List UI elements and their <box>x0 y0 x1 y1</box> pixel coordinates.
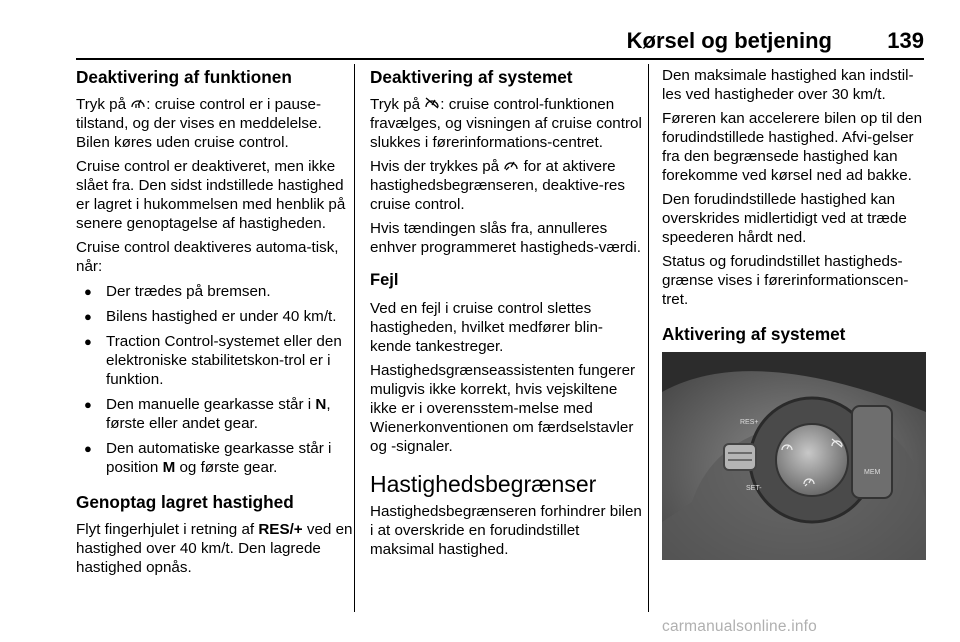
column-divider-1 <box>354 64 355 612</box>
paragraph: Tryk på : cruise control-funktionen fravælges, og visningen af cruise control slukkes i førerinformations-centret. <box>370 96 642 151</box>
list-item: ● Bilens hastighed er under 40 km/t. <box>76 307 354 326</box>
paragraph: Status og forudindstillet hastigheds-grænse vises i førerinformationscen-tret. <box>662 253 909 308</box>
heading-speed-limiter: Hastighedsbegrænser <box>370 471 597 497</box>
column-divider-2 <box>648 64 649 612</box>
bullet-list <box>76 282 354 477</box>
limiter-icon <box>503 157 519 176</box>
list-item: ● Den automatiske gearkasse står i position M og første gear. <box>76 439 354 477</box>
paragraph: Hvis tændingen slås fra, annulleres enhver programmeret hastigheds-værdi. <box>370 220 641 256</box>
list-item: ● Der trædes på bremsen. <box>76 282 354 301</box>
steering-wheel-controls-photo <box>662 352 926 560</box>
set-label: SET- <box>746 485 762 492</box>
cruise-off-icon <box>424 95 440 114</box>
heading-resume: Genoptag lagret hastighed <box>76 492 294 512</box>
header-rule <box>76 58 924 60</box>
paragraph: Tryk på : cruise control er i pause-tilstand, og der vises en meddelelse. Bilen køres uden cruise control. <box>76 96 322 151</box>
column-1 <box>76 66 354 582</box>
paragraph: Flyt fingerhjulet i retning af RES/+ ved en hastighed over 40 km/t. Den lagrede hastighed opnås. <box>76 521 353 576</box>
column-3 <box>662 66 926 560</box>
paragraph: Cruise control deaktiveres automa-tisk, når: <box>76 239 339 275</box>
heading-deactivate-system: Deaktivering af systemet <box>370 67 573 87</box>
page-header <box>76 28 924 58</box>
watermark: carmanualsonline.info <box>662 618 817 635</box>
list-item: ● Traction Control-systemet eller den elektroniske stabilitetskon-trol er i funktion. <box>76 332 354 389</box>
paragraph: Hvis der trykkes på for at aktivere hastighedsbegrænseren, deaktive-res cruise control. <box>370 158 625 213</box>
paragraph: Den maksimale hastighed kan indstil-les ved hastigheder over 30 km/t. <box>662 67 914 103</box>
cruise-pause-icon <box>130 95 146 114</box>
paragraph: Føreren kan accelerere bilen op til den forudindstillede hastighed. Afvi-gelser fra den begrænsede hastighed kan forekomme ved kørsel ned ad bakke. <box>662 110 923 184</box>
paragraph: Hastighedsbegrænseren forhindrer bilen i at overskride en forudindstillet maksimal hastighed. <box>370 503 642 558</box>
list-item: ● Den manuelle gearkasse står i N, første eller andet gear. <box>76 395 354 433</box>
heading-error: Fejl <box>370 271 399 289</box>
paragraph: Cruise control er deaktiveret, men ikke slået fra. Den sidst indstillede hastighed er lagret i hukommelsen med henblik på senere genoptagelse af hastigheden. <box>76 158 346 232</box>
heading-activate-system: Aktivering af systemet <box>662 324 846 344</box>
column-2 <box>370 66 642 564</box>
page-number: 139 <box>887 28 924 53</box>
mem-label: MEM <box>864 469 881 476</box>
paragraph: Den forudindstillede hastighed kan overskrides midlertidigt ved at træde speederen hårdt ned. <box>662 191 907 246</box>
heading-deactivate-function: Deaktivering af funktionen <box>76 67 292 87</box>
chapter-title: Kørsel og betjening <box>626 28 832 53</box>
paragraph: Ved en fejl i cruise control slettes hastigheden, hvilket medfører blin-kende tankestreger. <box>370 300 603 355</box>
res-label: RES+ <box>740 419 759 426</box>
paragraph: Hastighedsgrænseassistenten fungerer muligvis ikke korrekt, hvis vejskiltene ikke er i overensstem-melse med Wienerkonventionen om færdselstavler og -signaler. <box>370 362 636 455</box>
